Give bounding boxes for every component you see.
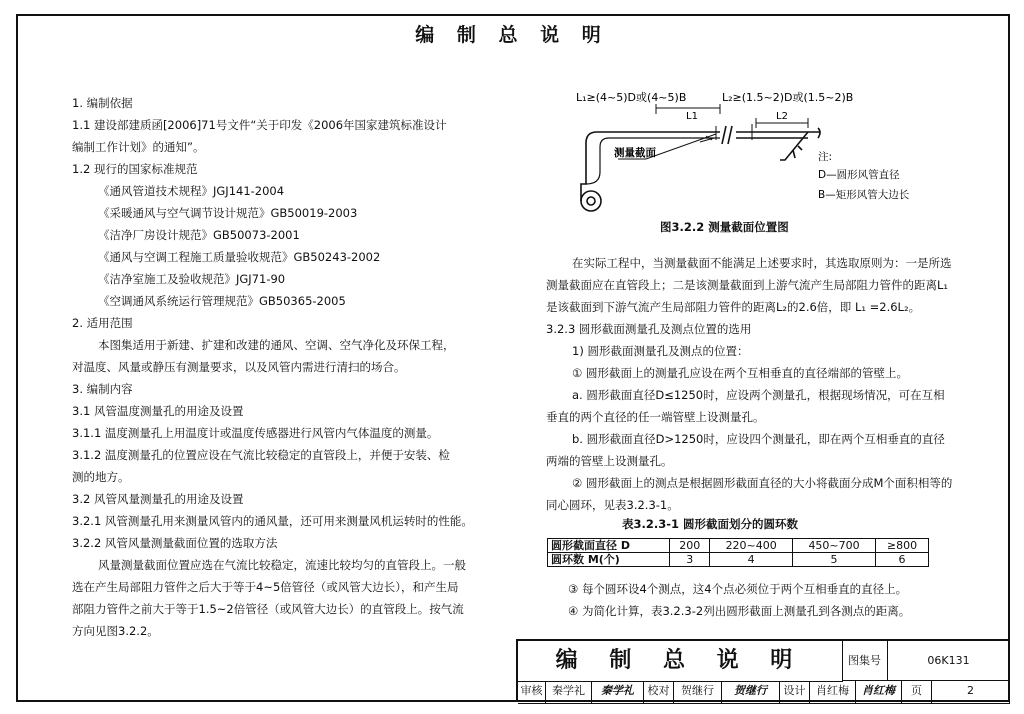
text-line: 1. 编制依据 (72, 96, 133, 110)
text-line: 1) 圆形截面测量孔及测点的位置： (572, 344, 749, 358)
text-line: 两端的管壁上设测量孔。 (546, 454, 673, 468)
text-line: 风量测量截面位置应选在气流比较稳定，流速比较均匀的直管段上。一般 (98, 558, 466, 572)
text-line: b. 圆形截面直径D>1250时，应设四个测量孔，即在两个互相垂直的直径 (572, 432, 945, 446)
table-cell: ≥800 (875, 539, 928, 553)
text-line: 1.2 现行的国家标准规范 (72, 162, 198, 176)
atlas-number: 06K131 (888, 641, 1010, 681)
standard-item: 《通风管道技术规程》JGJ141-2004 (98, 184, 285, 198)
text-line: 编制工作计划》的通知”。 (72, 140, 205, 154)
text-line: 同心圆环，见表3.2.3-1。 (546, 498, 679, 512)
l2-dimension-label: L₂≥(1.5~2)D或(1.5~2)B (722, 91, 854, 104)
text-line: 3.2.2 风管风量测量截面位置的选取方法 (72, 536, 278, 550)
check-label: 校对 (644, 681, 674, 704)
note-d: D—圆形风管直径 (818, 169, 900, 181)
table-cell: 6 (875, 553, 928, 567)
text-line: 3.2.1 风管测量孔用来测量风管内的通风量，还可用来测量风机运转时的性能。 (72, 514, 473, 528)
title-block-title: 编 制 总 说 明 (518, 641, 843, 682)
page-number: 2 (932, 681, 1010, 704)
text-line: 3. 编制内容 (72, 382, 133, 396)
review-label: 审核 (518, 681, 546, 704)
note-title: 注: (818, 151, 833, 163)
text-line: ② 圆形截面上的测点是根据圆形截面直径的大小将截面分成M个面积相等的 (572, 476, 953, 490)
section-label: 测量截面 (614, 147, 656, 159)
table-cell: 4 (710, 553, 793, 567)
text-line: 3.2 风管风量测量孔的用途及设置 (72, 492, 244, 506)
text-line: 2. 适用范围 (72, 316, 133, 330)
table-caption: 表3.2.3-1 圆形截面划分的圆环数 (622, 517, 799, 531)
standard-item: 《采暖通风与空气调节设计规范》GB50019-2003 (98, 206, 358, 220)
text-line: 3.2.3 圆形截面测量孔及测点位置的选用 (546, 322, 752, 336)
table-cell: 450~700 (793, 539, 876, 553)
right-column (546, 252, 953, 516)
table-row (548, 539, 929, 553)
text-line: 3.1.1 温度测量孔上用温度计或温度传感器进行风管内气体温度的测量。 (72, 426, 439, 440)
page-label: 页 (902, 681, 932, 704)
table-header-cell: 圆环数 M(个) (548, 553, 670, 567)
text-line: 是该截面到下游气流产生局部阻力管件的距离L₂的2.6倍，即 L₁ =2.6L₂。 (546, 300, 921, 314)
table-cell: 3 (670, 553, 710, 567)
text-line: 测的地方。 (72, 470, 130, 484)
text-line: 本图集适用于新建、扩建和改建的通风、空调、空气净化及环保工程， (98, 338, 455, 352)
table-cell: 5 (793, 553, 876, 567)
text-line: 3.1.2 温度测量孔的位置应设在气流比较稳定的直管段上，并便于安装、检 (72, 448, 450, 462)
text-line: 3.1 风管温度测量孔的用途及设置 (72, 404, 244, 418)
text-line: 垂直的两个直径的任一端管壁上设测量孔。 (546, 410, 765, 424)
table-cell: 200 (670, 539, 710, 553)
table-header-cell: 圆形截面直径 D (548, 539, 670, 553)
page-title: 编 制 总 说 明 (415, 24, 609, 46)
text-line: 在实际工程中，当测量截面不能满足上述要求时，其选取原则为：一是所选 (572, 256, 952, 270)
standard-item: 《通风与空调工程施工质量验收规范》GB50243-2002 (98, 250, 381, 264)
title-block (516, 639, 1010, 702)
reviewer-signature: 秦学礼 (592, 681, 644, 704)
designer-signature: 肖红梅 (856, 681, 902, 704)
notes-after-table (568, 578, 968, 622)
standard-item: 《洁净厂房设计规范》GB50073-2001 (98, 228, 300, 242)
designer-name: 肖红梅 (810, 681, 856, 704)
text-line: ④ 为简化计算，表3.2.3-2列出圆形截面上测量孔到各测点的距离。 (568, 604, 911, 618)
checker-signature: 贺继行 (722, 681, 780, 704)
standard-item: 《空调通风系统运行管理规范》GB50365-2005 (98, 294, 346, 308)
text-line: 1.1 建设部建质函[2006]71号文件“关于印发《2006年国家建筑标准设计 (72, 118, 447, 132)
diagram-caption: 图3.2.2 测量截面位置图 (660, 220, 789, 234)
ring-count-table (547, 538, 929, 567)
table-cell: 220~400 (710, 539, 793, 553)
text-line: 对温度、风量或静压有测量要求，以及风管内需进行清扫的场合。 (72, 360, 406, 374)
text-line: ① 圆形截面上的测量孔应设在两个互相垂直的直径端部的管壁上。 (572, 366, 908, 380)
standard-item: 《洁净室施工及验收规范》JGJ71-90 (98, 272, 286, 286)
l1-dimension-label: L₁≥(4~5)D或(4~5)B (576, 91, 687, 104)
checker-name: 贺继行 (674, 681, 722, 704)
text-line: a. 圆形截面直径D≤1250时，应设两个测量孔，根据现场情况，可在互相 (572, 388, 945, 402)
text-line: 选在产生局部阻力管件之后大于等于4~5倍管径（或风管大边长），和产生局 (72, 580, 459, 594)
note-b: B—矩形风管大边长 (818, 189, 910, 201)
l1-label: L1 (686, 111, 698, 122)
left-column (72, 92, 472, 642)
text-line: 部阻力管件之前大于等于1.5~2倍管径（或风管大边长）的直管段上。按气流 (72, 602, 464, 616)
text-line: 方向见图3.2.2。 (72, 624, 159, 638)
design-label: 设计 (780, 681, 810, 704)
reviewer-name: 秦学礼 (546, 681, 592, 704)
l2-label: L2 (776, 111, 788, 122)
table-row (548, 553, 929, 567)
text-line: ③ 每个圆环设4个测点，这4个点必须位于两个互相垂直的直径上。 (568, 582, 908, 596)
atlas-label: 图集号 (842, 641, 888, 681)
text-line: 测量截面应在直管段上；二是该测量截面到上游气流产生局部阻力管件的距离L₁ (546, 278, 949, 292)
